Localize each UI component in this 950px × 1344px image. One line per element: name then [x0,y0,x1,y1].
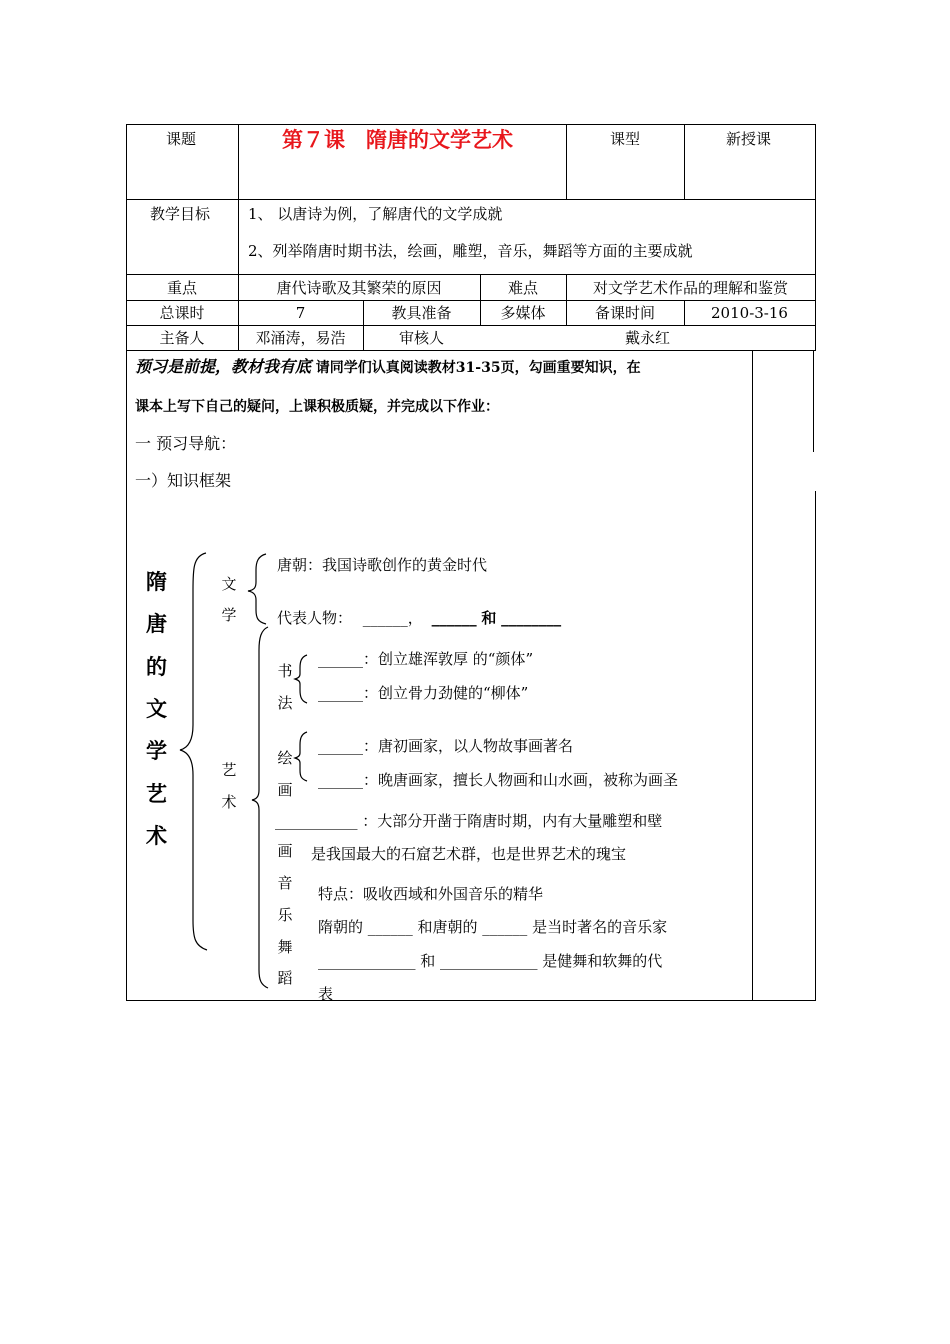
literature-line-2 [277,607,561,628]
focus-value: 唐代诗歌及其繁荣的原因 [276,278,442,297]
literature-brace [248,554,266,624]
type-value: 新授课 [726,130,772,148]
preview-motto: 预习是前提，教材我有底 [135,357,312,376]
difficulty-label: 难点 [507,278,538,297]
lit-blank-1: ______， [362,609,423,627]
music-char: 舞 [277,938,293,956]
type-label: 课型 [610,130,641,148]
music-line-2: 隋朝的 ______ 和唐朝的 ______ 是当时著名的音乐家 [318,918,668,936]
music-char: 乐 [277,906,293,924]
tools-label: 教具准备 [391,304,452,322]
literature-line-1: 唐朝：我国诗歌创作的黄金时代 [277,556,488,574]
music-line-3-cont: 表 [318,985,334,1003]
lead-value: 邓涌涛，易浩 [255,329,346,347]
art-char: 艺 [221,761,237,779]
painting-char: 绘 [277,749,293,767]
literature-char: 学 [221,606,237,624]
prep-value: 2010-3-16 [711,303,788,322]
course-label: 课题 [166,130,197,148]
preview-instruction-1: 请同学们认真阅读教材31-35页，勾画重要知识，在 [315,360,641,376]
course-title: 第７课 隋唐的文学艺术 [282,128,513,152]
lead-label: 主备人 [159,329,205,347]
hours-value: 7 [295,303,306,322]
section-heading-2: 一）知识框架 [135,471,232,490]
main-title-char: 艺 [146,782,167,806]
sculpture-line-2: 是我国最大的石窟艺术群，也是世界艺术的瑰宝 [311,845,627,863]
reviewer-value: 戴永红 [624,329,670,347]
main-brace [180,553,207,950]
objective-2: 2、列举隋唐时期书法，绘画，雕塑，音乐，舞蹈等方面的主要成就 [248,242,693,260]
lit-prefix: 代表人物： [277,609,353,627]
painting-line-2: ______：晚唐画家，擅长人物画和山水画，被称为画圣 [318,771,679,789]
painting-char: 画 [277,781,293,799]
main-title-char: 术 [146,824,167,848]
calligraphy-char: 书 [277,662,293,680]
main-title-char: 隋 [146,570,167,594]
music-line-1: 特点：吸收西域和外国音乐的精华 [318,885,544,903]
preview-instruction-2: 课本上写下自己的疑问，上课积极质疑，并完成以下作业： [135,399,499,415]
lit-blank-2: ______ [431,609,477,627]
sculpture-char: 画 [277,842,293,860]
music-line-3: _____________ 和 _____________ 是健舞和软舞的代 [318,952,663,970]
calligraphy-char: 法 [277,694,293,712]
calligraphy-line-1: ______：创立雄浑敦厚 的“颜体” [318,650,534,668]
main-title-char: 的 [146,655,167,679]
prep-label: 备课时间 [594,304,655,322]
sculpture-line-1: ___________ ：大部分开凿于隋唐时期，内有大量雕塑和壁 [275,812,663,830]
objective-1: 1、 以唐诗为例，了解唐代的文学成就 [248,205,503,223]
lit-blank-3: ________ [501,609,562,627]
art-brace [252,627,268,988]
main-title-char: 文 [146,697,167,721]
hours-label: 总课时 [159,304,205,322]
main-title-char: 学 [146,739,167,763]
music-char: 蹈 [277,969,293,987]
objective-label: 教学目标 [150,205,211,223]
art-char: 术 [221,793,237,811]
difficulty-value: 对文学艺术作品的理解和鉴赏 [592,278,788,297]
main-title-char: 唐 [146,612,167,636]
reviewer-label: 审核人 [398,329,444,347]
music-char: 音 [277,874,293,892]
focus-label: 重点 [166,278,197,297]
tools-value: 多媒体 [500,304,546,322]
section-heading-1: 一 预习导航： [135,434,237,453]
painting-line-1: ______：唐初画家，以人物故事画著名 [318,737,574,755]
literature-char: 文 [221,575,237,593]
lit-and: 和 [481,609,497,627]
calligraphy-line-2: ______：创立骨力劲健的“柳体” [318,684,529,702]
